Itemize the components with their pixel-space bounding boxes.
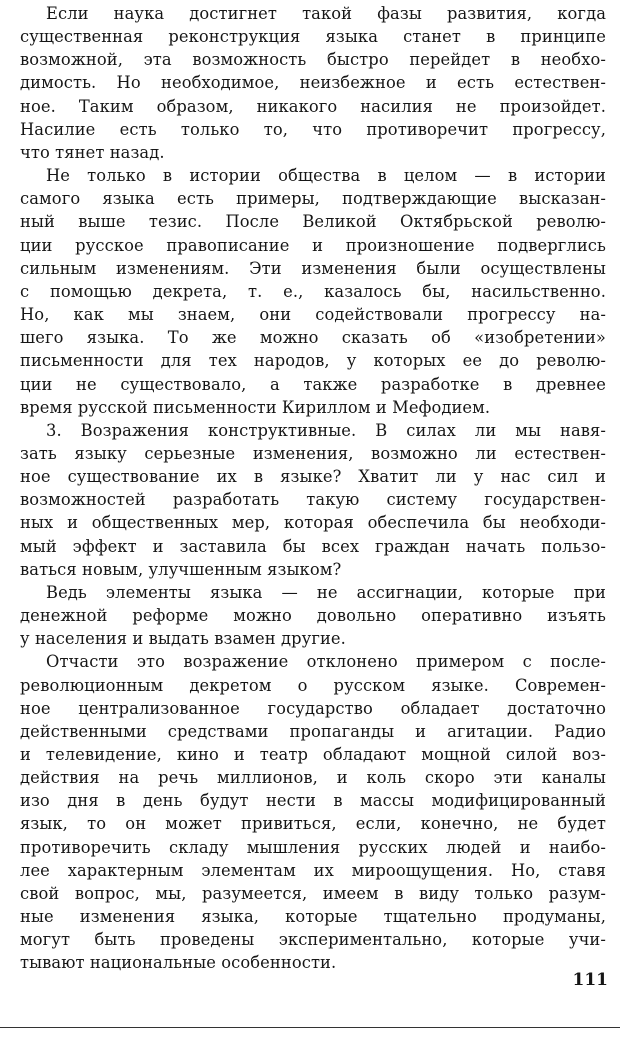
text-line: ных и общественных мер, которая обеспечила бы необходи- bbox=[20, 513, 606, 533]
text-line: время русской письменности Кириллом и Мефодием. bbox=[20, 397, 491, 417]
text-line: сильным изменениям. Эти изменения были осуществлены bbox=[20, 258, 606, 278]
text-line: мый эффект и заставила бы всех граждан начать пользо- bbox=[20, 536, 606, 556]
text-line: Насилие есть только то, что противоречит прогрессу, bbox=[20, 119, 606, 139]
text-line: противоречить складу мышления русских людей и наибо- bbox=[20, 837, 606, 857]
text-line: Но, как мы знаем, они содействовали прогрессу на- bbox=[20, 305, 606, 325]
paragraph bbox=[20, 650, 606, 974]
text-line: ции русское правописание и произношение подверглись bbox=[20, 235, 606, 255]
text-line: зать языку серьезные изменения, возможно ли естествен- bbox=[20, 443, 606, 463]
text-line: Если наука достигнет такой фазы развития, когда bbox=[46, 4, 606, 23]
text-line: лее характерным элементам их мироощущения. Но, ставя bbox=[20, 860, 606, 880]
text-line: ное централизованное государство обладает достаточно bbox=[20, 698, 606, 718]
text-line: и телевидение, кино и театр обладают мощной силой воз- bbox=[20, 745, 606, 764]
text-line: у населения и выдать взамен другие. bbox=[20, 629, 346, 649]
text-line: возможной, эта возможность быстро перейдет в необхо- bbox=[20, 50, 606, 70]
text-line: ные изменения языка, которые тщательно продуманы, bbox=[20, 907, 606, 927]
text-line: письменности для тех народов, у которых ее до револю- bbox=[20, 351, 606, 371]
text-line: димость. Но необходимое, неизбежное и есть естествен- bbox=[20, 73, 606, 93]
text-line: денежной реформе можно довольно оперативно изъять bbox=[20, 606, 606, 626]
text-line: свой вопрос, мы, разумеется, имеем в виду только разум- bbox=[20, 883, 606, 903]
text-line: Отчасти это возражение отклонено примером с после- bbox=[46, 652, 606, 672]
text-line: действенными средствами пропаганды и агитации. Радио bbox=[20, 721, 606, 741]
text-line: язык, то он может привиться, если, конечно, не будет bbox=[20, 814, 606, 834]
text-line: ное. Таким образом, никакого насилия не произойдет. bbox=[20, 96, 606, 116]
text-line: ное существование их в языке? Хватит ли у нас сил и bbox=[20, 467, 606, 487]
text-line: существенная реконструкция языка станет в принципе bbox=[20, 27, 606, 47]
text-line: шего языка. То же можно сказать об «изобретении» bbox=[20, 328, 606, 348]
text-line: ный выше тезис. После Великой Октябрьской револю- bbox=[20, 212, 606, 232]
text-line: ваться новым, улучшенным языком? bbox=[20, 559, 342, 579]
paragraph bbox=[20, 164, 606, 419]
text-line: действия на речь миллионов, и коль скоро эти каналы bbox=[20, 768, 606, 788]
text-line: Ведь элементы языка — не ассигнации, которые при bbox=[46, 582, 606, 602]
text-line: могут быть проведены экспериментально, которые учи- bbox=[20, 930, 606, 950]
paragraph bbox=[20, 2, 606, 164]
text-line: что тянет назад. bbox=[20, 142, 165, 162]
text-line: Не только в истории общества в целом — в истории bbox=[46, 166, 606, 186]
text-line: ции не существовало, а также разработке в древнее bbox=[20, 374, 606, 394]
text-line: изо дня в день будут нести в массы модифицированный bbox=[20, 791, 606, 811]
paragraph bbox=[20, 419, 606, 581]
body-text bbox=[20, 2, 606, 975]
text-line: революционным декретом о русском языке. Современ- bbox=[20, 675, 606, 695]
text-line: тывают национальные особенности. bbox=[20, 953, 337, 973]
text-line: с помощью декрета, т. е., казалось бы, насильственно. bbox=[20, 281, 606, 301]
text-line: самого языка есть примеры, подтверждающие высказан- bbox=[20, 189, 606, 209]
page-number: 111 bbox=[572, 970, 608, 990]
text-line: 3. Возражения конструктивные. В силах ли мы навя- bbox=[46, 420, 606, 440]
paragraph bbox=[20, 581, 606, 650]
text-line: возможностей разработать такую систему государствен- bbox=[20, 490, 606, 510]
bottom-rule bbox=[0, 1027, 620, 1028]
